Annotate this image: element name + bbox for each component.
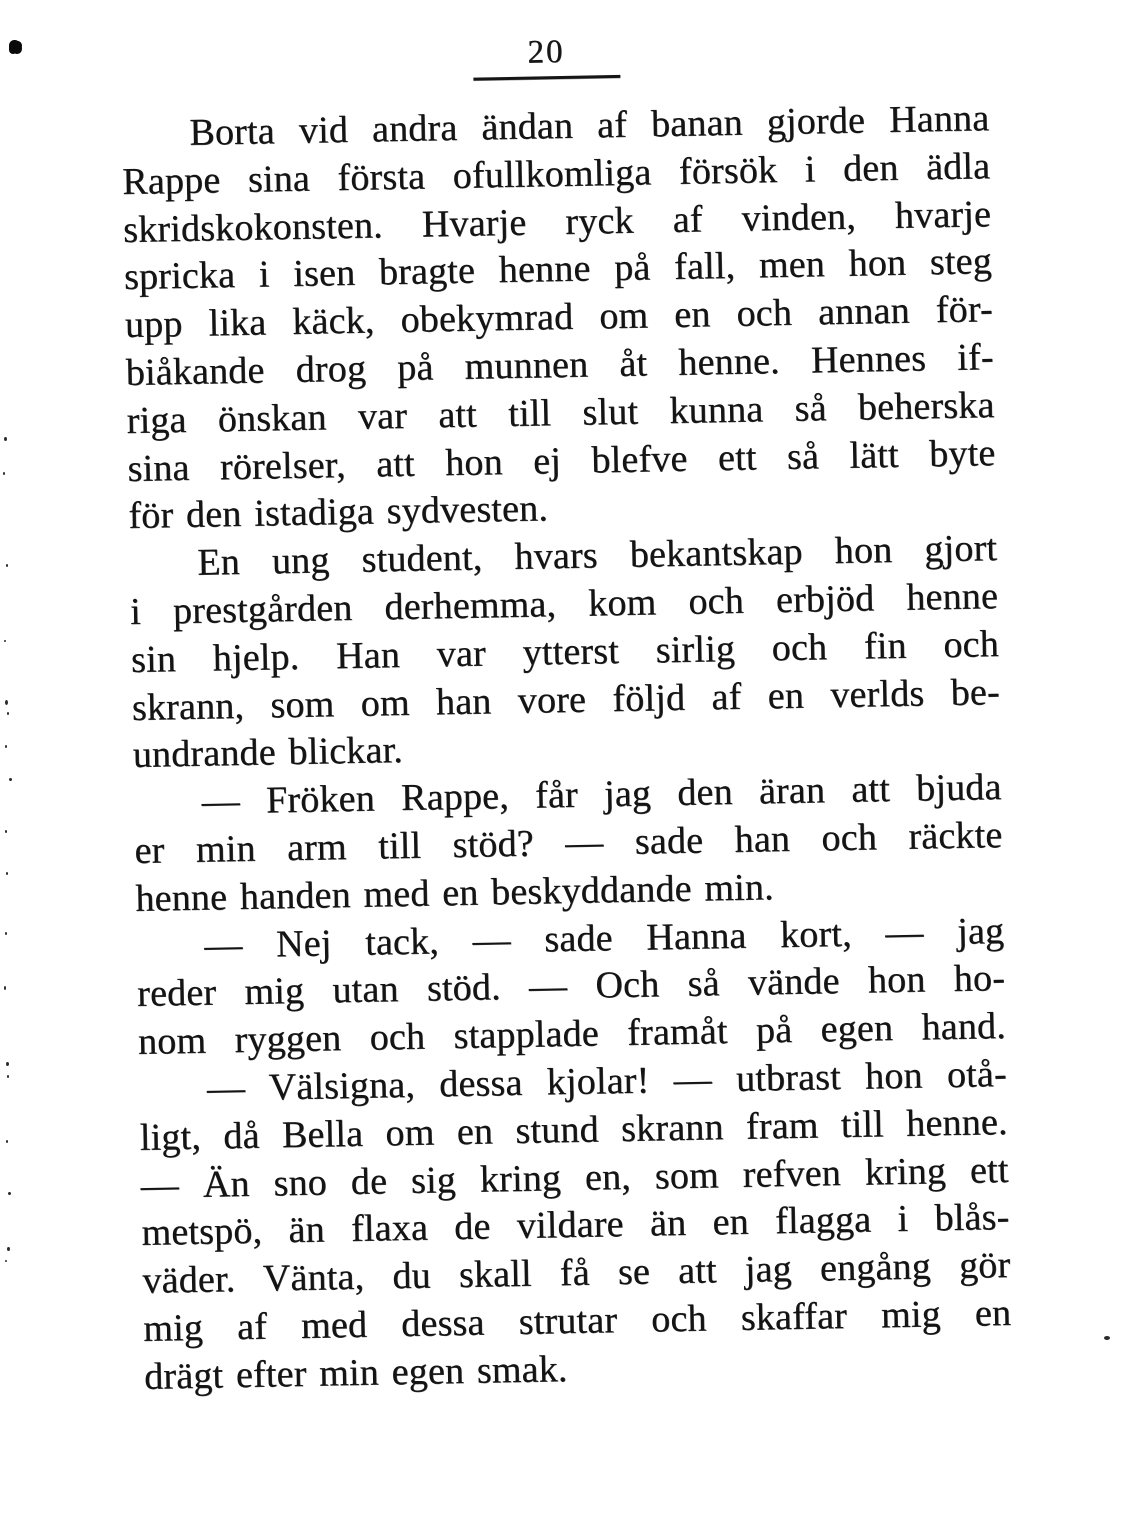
text-line: för den istadiga sydvesten.: [127, 487, 549, 538]
ink-blot: [9, 40, 21, 53]
text-line: Rappe sina första ofullkomliga försök i den ädla: [121, 144, 991, 203]
page-content: [120, 20, 1013, 1401]
scan-speck: [5, 700, 8, 705]
scan-speck: [5, 830, 7, 833]
text-line: skridskokonsten. Hvarje ryck af vinden, hvarje: [122, 192, 992, 251]
text-line: riga önskan var att till slut kunna så beherska: [126, 383, 995, 442]
text-line: ligt, då Bella om en stund skrann fram till henne.: [139, 1100, 1008, 1159]
page-number: 20: [527, 33, 565, 71]
text-line: nom ryggen och stapplade framåt på egen hand.: [137, 1005, 1007, 1064]
scan-speck: [8, 1192, 11, 1195]
scan-speck: [4, 640, 6, 642]
text-line: spricka i isen bragte henne på fall, men hon steg: [123, 240, 993, 299]
text-line: drägt efter min egen smak.: [143, 1347, 568, 1398]
body-text: [121, 95, 1013, 1401]
text-line: väder. Vänta, du skall få se att jag engång gör: [141, 1244, 1011, 1302]
text-line: — Än sno de sig kring en, som refven kring ett: [140, 1148, 1009, 1207]
text-line: er min arm till stöd? — sade han och räckte: [134, 813, 1003, 872]
text-line: mig af med dessa strutar och skaffar mig en: [142, 1291, 1012, 1350]
scan-speck: [7, 712, 9, 715]
text-line: reder mig utan stöd. — Och så vände hon ho-: [136, 957, 1006, 1016]
text-line: — Nej tack, — sade Hanna kort, — jag: [203, 909, 1005, 967]
scan-speck: [5, 1260, 7, 1262]
text-line: biåkande drog på munnen åt henne. Hennes if-: [125, 336, 994, 394]
scan-speck: [4, 986, 6, 990]
text-line: sin hjelp. Han var ytterst sirlig och fin och: [130, 622, 1000, 681]
scan-speck: [1104, 1336, 1110, 1340]
text-line: sina rörelser, att hon ej blefve ett så lätt byte: [127, 431, 996, 490]
scan-speck: [6, 1140, 8, 1143]
scan-speck: [7, 1247, 10, 1251]
scan-speck: [6, 564, 8, 567]
scan-speck: [6, 1062, 9, 1066]
scan-speck: [5, 745, 7, 748]
text-line: — Fröken Rappe, får jag den äran att bjuda: [201, 766, 1002, 823]
scan-speck: [3, 472, 5, 475]
scan-speck: [5, 932, 7, 935]
page-number-rule: [473, 75, 620, 81]
text-line: — Välsigna, dessa kjolar! — utbrast hon otå-: [206, 1052, 1008, 1110]
text-line: En ung student, hvars bekantskap hon gjort: [196, 527, 998, 584]
text-line: Borta vid andra ändan af banan gjorde Hanna: [188, 97, 990, 154]
text-line: i prestgården derhemma, kom och erbjöd henne: [129, 575, 999, 633]
scan-speck: [6, 872, 8, 875]
text-line: upp lika käck, obekymrad om en och annan för-: [124, 288, 994, 347]
scan-speck: [9, 778, 12, 781]
text-line: metspö, än flaxa de vildare än en flagga i blås-: [141, 1196, 1010, 1255]
scan-speck: [7, 1075, 9, 1078]
scan-speck: [4, 437, 7, 441]
text-line: skrann, som om han vore följd af en verlds be-: [131, 670, 1001, 729]
text-line: henne handen med en beskyddande min.: [134, 865, 775, 920]
page-header: [466, 33, 627, 81]
text-line: undrande blickar.: [132, 729, 404, 777]
